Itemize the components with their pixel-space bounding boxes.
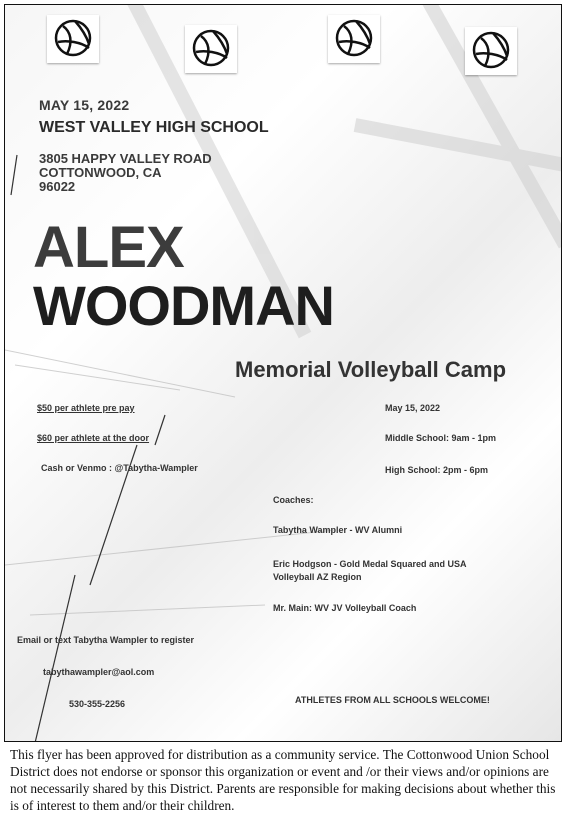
middle-school-hours: Middle School: 9am - 1pm (385, 433, 497, 443)
welcome-banner: ATHLETES FROM ALL SCHOOLS WELCOME! (295, 695, 490, 705)
volleyball-icon (328, 15, 380, 63)
address-line-street: 3805 HAPPY VALLEY ROAD (39, 151, 212, 166)
event-date-header: MAY 15, 2022 (39, 97, 130, 113)
volleyball-icon (185, 25, 237, 73)
price-prepay: $50 per athlete pre pay (37, 403, 135, 413)
registration-instructions: Email or text Tabytha Wampler to register (17, 635, 195, 645)
school-name: WEST VALLEY HIGH SCHOOL (39, 119, 269, 136)
district-disclaimer: This flyer has been approved for distribution as a community service. The Cottonwood Union School District does not endorse or sponsor this organization or event and /or their views and/or opinions are not necessarily shared by this District. Parents are responsible for making decisions about whether this is of interest to them and/or their children. (10, 747, 556, 813)
coach-item-continued: Volleyball AZ Region (273, 572, 362, 582)
coaches-heading: Coaches: (273, 495, 314, 505)
contact-email[interactable]: tabythawampler@aol.com (43, 667, 155, 677)
volleyball-icon (47, 15, 99, 63)
coach-item: Mr. Main: WV JV Volleyball Coach (273, 603, 417, 613)
honoree-last-name: WOODMAN (33, 274, 334, 337)
payment-methods: Cash or Venmo : @Tabytha-Wampler (41, 463, 198, 473)
high-school-hours: High School: 2pm - 6pm (385, 465, 489, 475)
camp-title: Memorial Volleyball Camp (235, 357, 507, 382)
coach-item: Tabytha Wampler - WV Alumni (273, 525, 403, 535)
flyer (4, 4, 562, 742)
camp-date: May 15, 2022 (385, 403, 441, 413)
address-line-zip: 96022 (39, 179, 76, 194)
honoree-first-name: ALEX (33, 215, 184, 280)
address-line-city: COTTONWOOD, CA (39, 165, 162, 180)
contact-phone: 530-355-2256 (69, 699, 126, 709)
volleyball-icon (465, 27, 517, 75)
coach-item: Eric Hodgson - Gold Medal Squared and USA (273, 559, 467, 569)
price-door: $60 per athlete at the door (37, 433, 150, 443)
